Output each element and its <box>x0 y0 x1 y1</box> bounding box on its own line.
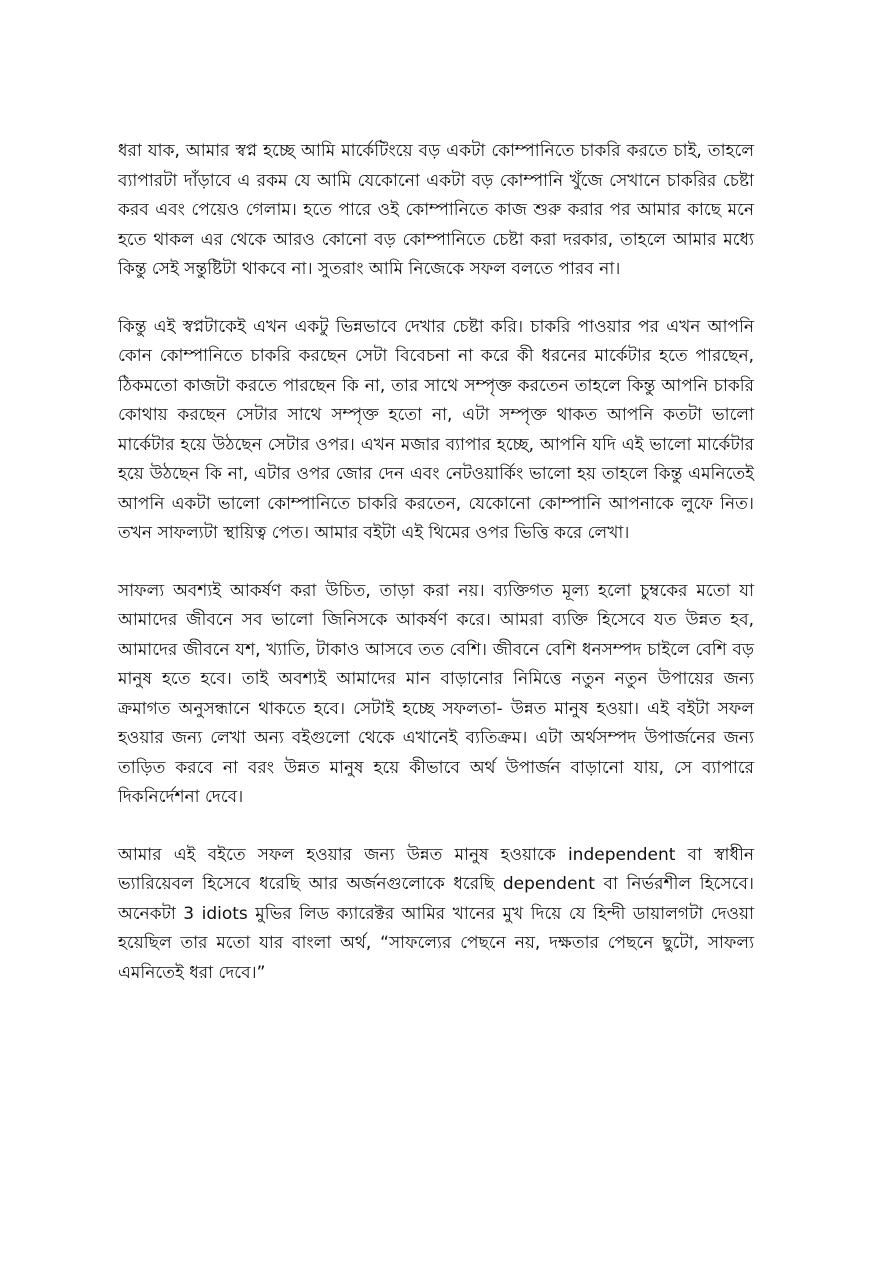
paragraph-4: আমার এই বইতে সফল হওয়ার জন্য উন্নত মানুষ হওয়াকে independent বা স্বাধীন ভ্যারিয়েবল হিসেবে ধরেছি আর অর্জনগুলোকে ধরেছি dependent বা নির্ভরশীল হিসেবে। অনেকটা 3 idiots মুভির লিড ক্যারেক্টর আমির খানের মুখ দিয়ে যে হিন্দী ডায়ালগটা দেওয়া হয়েছিল তার মতো যার বাংলা অর্থ, “সাফল্যের পেছনে নয়, দক্ষতার পেছনে ছুটো, সাফল্য এমনিতেই ধরা দেবে।” <box>118 844 754 983</box>
paragraph-3: সাফল্য অবশ্যই আকর্ষণ করা উচিত, তাড়া করা নয়। ব্যক্তিগত মূল্য হলো চুম্বকের মতো যা আমাদের জীবনে সব ভালো জিনিসকে আকর্ষণ করে। আমরা ব্যক্তি হিসেবে যত উন্নত হব, আমাদের জীবনে যশ, খ্যাতি, টাকাও আসবে তত বেশি। জীবনে বেশি ধনসম্পদ চাইলে বেশি বড় মানুষ হতে হবে। তাই অবশ্যই আমাদের মান বাড়ানোর নিমিত্তে নতুন নতুন উপায়ের জন্য ক্রমাগত অনুসন্ধানে থাকতে হবে। সেটাই হচ্ছে সফলতা- উন্নত মানুষ হওয়া। এই বইটা সফল হওয়ার জন্য লেখা অন্য বইগুলো থেকে এখানেই ব্যতিক্রম। এটা অর্থসম্পদ উপার্জনের জন্য তাড়িত করবে না বরং উন্নত মানুষ হয়ে কীভাবে অর্থ উপার্জন বাড়ানো যায়, সে ব্যাপারে দিকনির্দেশনা দেবে। <box>118 580 754 807</box>
body-text <box>118 137 754 1016</box>
paragraph-2: কিন্তু এই স্বপ্নটাকেই এখন একটু ভিন্নভাবে দেখার চেষ্টা করি। চাকরি পাওয়ার পর এখন আপনি কোন কোম্পানিতে চাকরি করছেন সেটা বিবেচনা না করে কী ধরনের মার্কেটার হতে পারছেন, ঠিকমতো কাজটা করতে পারছেন কি না, তার সাথে সম্পৃক্ত করতেন তাহলে কিন্তু আপনি চাকরি কোথায় করছেন সেটার সাথে সম্পৃক্ত হতো না, এটা সম্পৃক্ত থাকত আপনি কতটা ভালো মার্কেটার হয়ে উঠছেন সেটার ওপর। এখন মজার ব্যাপার হচ্ছে, আপনি যদি এই ভালো মার্কেটার হয়ে উঠছেন কি না, এটার ওপর জোর দেন এবং নেটওয়ার্কিং ভালো হয় তাহলে কিন্তু এমনিতেই আপনি একটা ভালো কোম্পানিতে চাকরি করতেন, যেকোনো কোম্পানি আপনাকে লুফে নিত। তখন সাফল্যটা স্থায়িত্ব পেত। আমার বইটা এই থিমের ওপর ভিত্তি করে লেখা। <box>118 316 754 543</box>
paragraph-1: ধরা যাক, আমার স্বপ্ন হচ্ছে আমি মার্কেটিংয়ে বড় একটা কোম্পানিতে চাকরি করতে চাই, তাহলে ব্যাপারটা দাঁড়াবে এ রকম যে আমি যেকোনো একটা বড় কোম্পানি খুঁজে সেখানে চাকরির চেষ্টা করব এবং পেয়েও গেলাম। হতে পারে ওই কোম্পানিতে কাজ শুরু করার পর আমার কাছে মনে হতে থাকল এর থেকে আরও কোনো বড় কোম্পানিতে চেষ্টা করা দরকার, তাহলে আমার মধ্যে কিন্তু সেই সন্তুষ্টিটা থাকবে না। সুতরাং আমি নিজেকে সফল বলতে পারব না। <box>118 141 754 279</box>
